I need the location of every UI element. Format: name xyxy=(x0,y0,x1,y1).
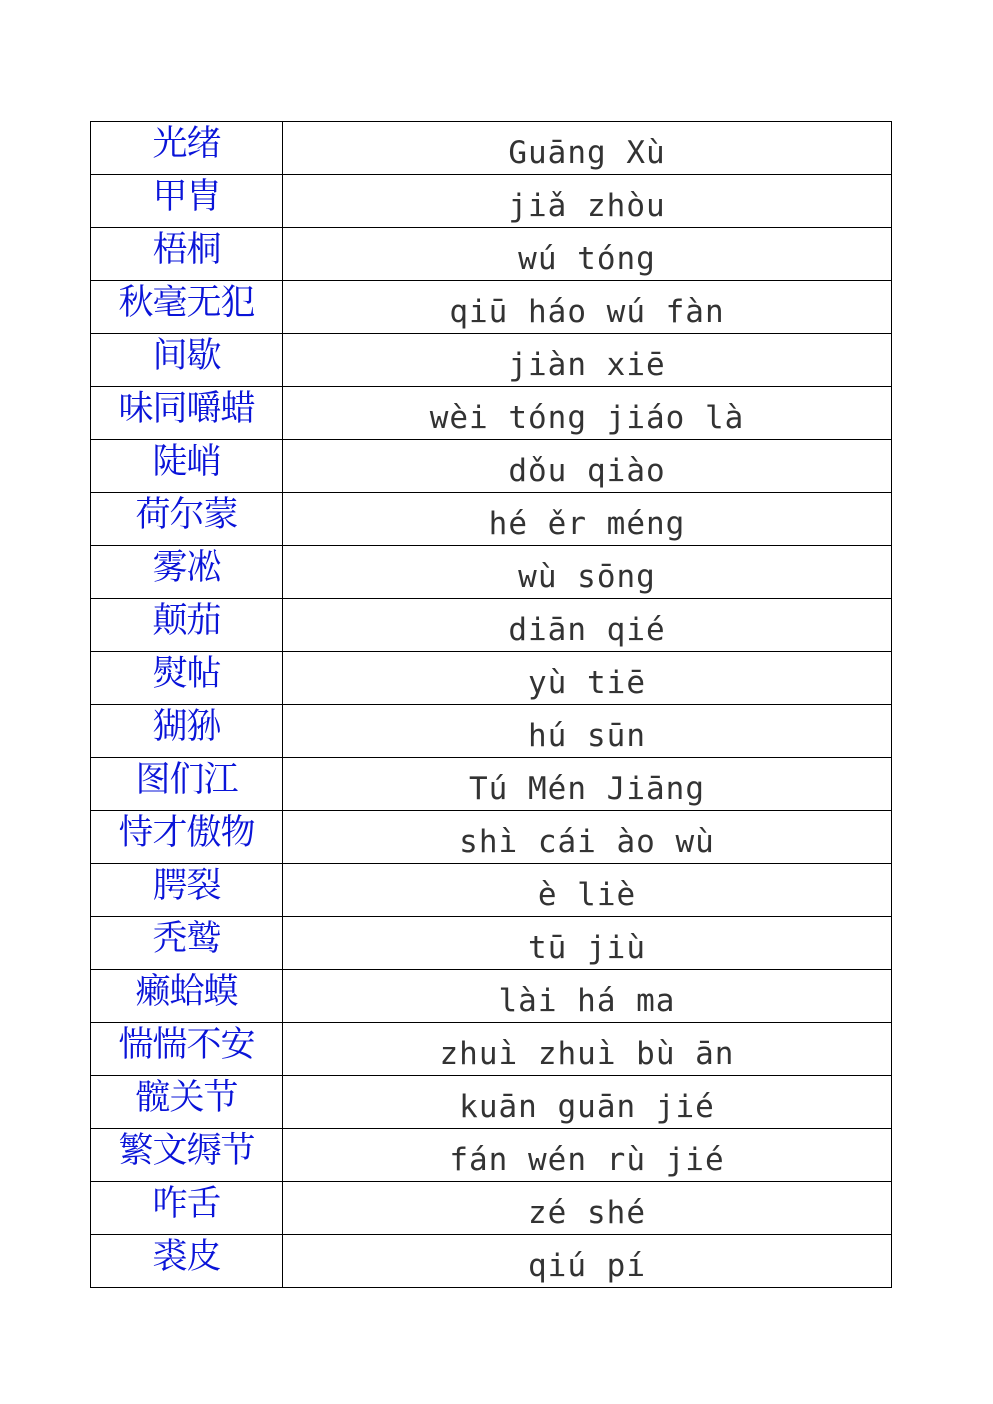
table-row xyxy=(91,758,892,811)
table-row xyxy=(91,440,892,493)
word-cell: 腭裂 xyxy=(91,864,283,917)
pinyin-cell xyxy=(283,175,892,228)
table-row xyxy=(91,387,892,440)
pinyin-text: wèi tóng jiáo là xyxy=(429,400,745,436)
pinyin-cell xyxy=(283,1023,892,1076)
table-row xyxy=(91,228,892,281)
word-cell: 恃才傲物 xyxy=(91,811,283,864)
word-cell: 熨帖 xyxy=(91,652,283,705)
table-row xyxy=(91,1076,892,1129)
pinyin-cell xyxy=(283,440,892,493)
pinyin-cell xyxy=(283,758,892,811)
pinyin-cell xyxy=(283,970,892,1023)
pinyin-text: jiàn xiē xyxy=(508,347,666,383)
word-cell: 秋毫无犯 xyxy=(91,281,283,334)
pinyin-cell xyxy=(283,1235,892,1288)
word-cell: 猢狲 xyxy=(91,705,283,758)
pinyin-text: è liè xyxy=(537,877,637,913)
pinyin-text: Guāng Xù xyxy=(508,135,666,171)
table-row xyxy=(91,281,892,334)
table-row xyxy=(91,1023,892,1076)
word-cell: 光绪 xyxy=(91,122,283,175)
pinyin-text: diān qié xyxy=(508,612,666,648)
word-cell: 癞蛤蟆 xyxy=(91,970,283,1023)
table-row xyxy=(91,1182,892,1235)
pinyin-text: shì cái ào wù xyxy=(459,824,715,860)
pinyin-text: Tú Mén Jiāng xyxy=(469,771,705,807)
pinyin-cell xyxy=(283,811,892,864)
pinyin-text: zhuì zhuì bù ān xyxy=(439,1036,735,1072)
pinyin-cell xyxy=(283,122,892,175)
pinyin-text: yù tiē xyxy=(528,665,646,701)
pinyin-cell xyxy=(283,864,892,917)
pinyin-text: wù sōng xyxy=(518,559,656,595)
pinyin-text: qiū háo wú fàn xyxy=(449,294,725,330)
word-cell: 颠茄 xyxy=(91,599,283,652)
table-row xyxy=(91,864,892,917)
word-cell: 髋关节 xyxy=(91,1076,283,1129)
word-cell: 荷尔蒙 xyxy=(91,493,283,546)
pinyin-cell xyxy=(283,281,892,334)
table-row xyxy=(91,493,892,546)
table-row xyxy=(91,917,892,970)
table-row xyxy=(91,334,892,387)
table-row xyxy=(91,1235,892,1288)
word-cell: 秃鹫 xyxy=(91,917,283,970)
pinyin-text: qiú pí xyxy=(528,1248,646,1284)
table-row xyxy=(91,705,892,758)
table-row xyxy=(91,175,892,228)
pinyin-text: dǒu qiào xyxy=(508,453,666,489)
pinyin-cell xyxy=(283,652,892,705)
vocabulary-table xyxy=(90,121,892,1288)
pinyin-cell xyxy=(283,1182,892,1235)
word-cell: 间歇 xyxy=(91,334,283,387)
pinyin-cell xyxy=(283,705,892,758)
pinyin-cell xyxy=(283,228,892,281)
pinyin-text: wú tóng xyxy=(518,241,656,277)
word-cell: 陡峭 xyxy=(91,440,283,493)
pinyin-text: hé ěr méng xyxy=(488,506,686,542)
word-cell: 甲胄 xyxy=(91,175,283,228)
table-row xyxy=(91,811,892,864)
word-cell: 繁文缛节 xyxy=(91,1129,283,1182)
table-row xyxy=(91,970,892,1023)
word-cell: 裘皮 xyxy=(91,1235,283,1288)
pinyin-cell xyxy=(283,334,892,387)
word-cell: 味同嚼蜡 xyxy=(91,387,283,440)
pinyin-cell xyxy=(283,1129,892,1182)
word-cell: 惴惴不安 xyxy=(91,1023,283,1076)
table-row xyxy=(91,122,892,175)
table-row xyxy=(91,652,892,705)
word-cell: 梧桐 xyxy=(91,228,283,281)
table-row xyxy=(91,1129,892,1182)
pinyin-cell xyxy=(283,599,892,652)
pinyin-cell xyxy=(283,1076,892,1129)
pinyin-text: zé shé xyxy=(528,1195,646,1231)
pinyin-cell xyxy=(283,917,892,970)
pinyin-text: tū jiù xyxy=(528,930,646,966)
table-row xyxy=(91,546,892,599)
pinyin-text: kuān guān jié xyxy=(459,1089,715,1125)
pinyin-text: jiǎ zhòu xyxy=(508,188,666,224)
pinyin-cell xyxy=(283,387,892,440)
table-row xyxy=(91,599,892,652)
pinyin-text: hú sūn xyxy=(528,718,646,754)
pinyin-text: fán wén rù jié xyxy=(449,1142,725,1178)
pinyin-cell xyxy=(283,493,892,546)
pinyin-text: lài há ma xyxy=(498,983,676,1019)
word-cell: 图们江 xyxy=(91,758,283,811)
word-cell: 咋舌 xyxy=(91,1182,283,1235)
word-cell: 雾凇 xyxy=(91,546,283,599)
pinyin-cell xyxy=(283,546,892,599)
